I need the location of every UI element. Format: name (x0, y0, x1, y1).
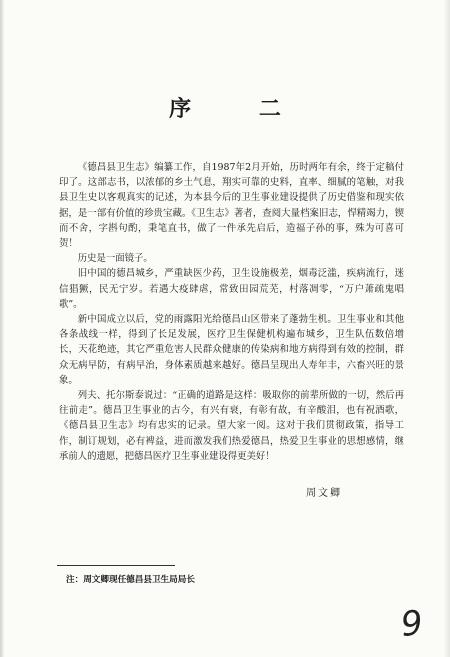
paragraph: 列夫、托尔斯泰说过：“正确的道路是这样：吸取你的前辈所做的一切，然后再往前走”。德昌卫生事业的古今，有兴有衰，有彰有故，有辛酸泪，也有祝酒歌，《德昌县卫生志》均有忠实的记录。望大家一阅。这对于我们贯彻政策，指导工作，制订规划，必有裨益，进而激发我们热爱德昌，热爱卫生事业的思想感情，继承前人的遗愿，把德昌医疗卫生事业建设得更美好！ (59, 390, 404, 462)
page-title: 序 二 (169, 96, 311, 122)
paragraph: 新中国成立以后，党的雨露阳光给德昌山区带来了蓬勃生机。卫生事业和其他各条战线一样，得到了长足发展，医疗卫生保健机构遍布城乡，卫生队伍数倍增长，天花绝迹，其它严重危害人民群众健康的传染病和地方病得到有效的控制，群众无病早防，有病早治，身体素质越来越好。德昌呈现出人寿年丰，六畜兴旺的景象。 (59, 314, 404, 386)
paragraph: 旧中国的德昌城乡，严重缺医少药，卫生设施极差，烟毒泛滥，疾病流行，迷信猖獗，民无宁岁。若遇大疫肆虐，常致田园荒芜，村落凋零，“万户萧疏鬼唱歌”。 (59, 268, 404, 310)
footnote: 注：周文卿现任德昌县卫生局局长 (66, 575, 195, 585)
author-signature: 周文卿 (306, 488, 342, 499)
paragraph: 《德昌县卫生志》编纂工作，自1987年2月开始，历时两年有余，终于定稿付印了。这部志书，以浓郁的乡土气息，翔实可靠的史料，直率、细腻的笔触，对我县卫生史以客观真实的记述，为本县今后的卫生事业建设提供了历史借鉴和现实依据，是一部有价值的珍贵宝藏。《卫生志》著者，查阅大量档案旧志，悍精竭力，锲而不舍，字斟句酌，秉笔直书，做了一件承先启后，造福子孙的事，殊为可喜可贺！ (59, 162, 404, 250)
footnote-divider (57, 565, 175, 566)
handwritten-page-number: 9 (398, 602, 425, 646)
paragraph: 历史是一面镜子。 (77, 253, 153, 265)
preface-body (59, 160, 404, 464)
